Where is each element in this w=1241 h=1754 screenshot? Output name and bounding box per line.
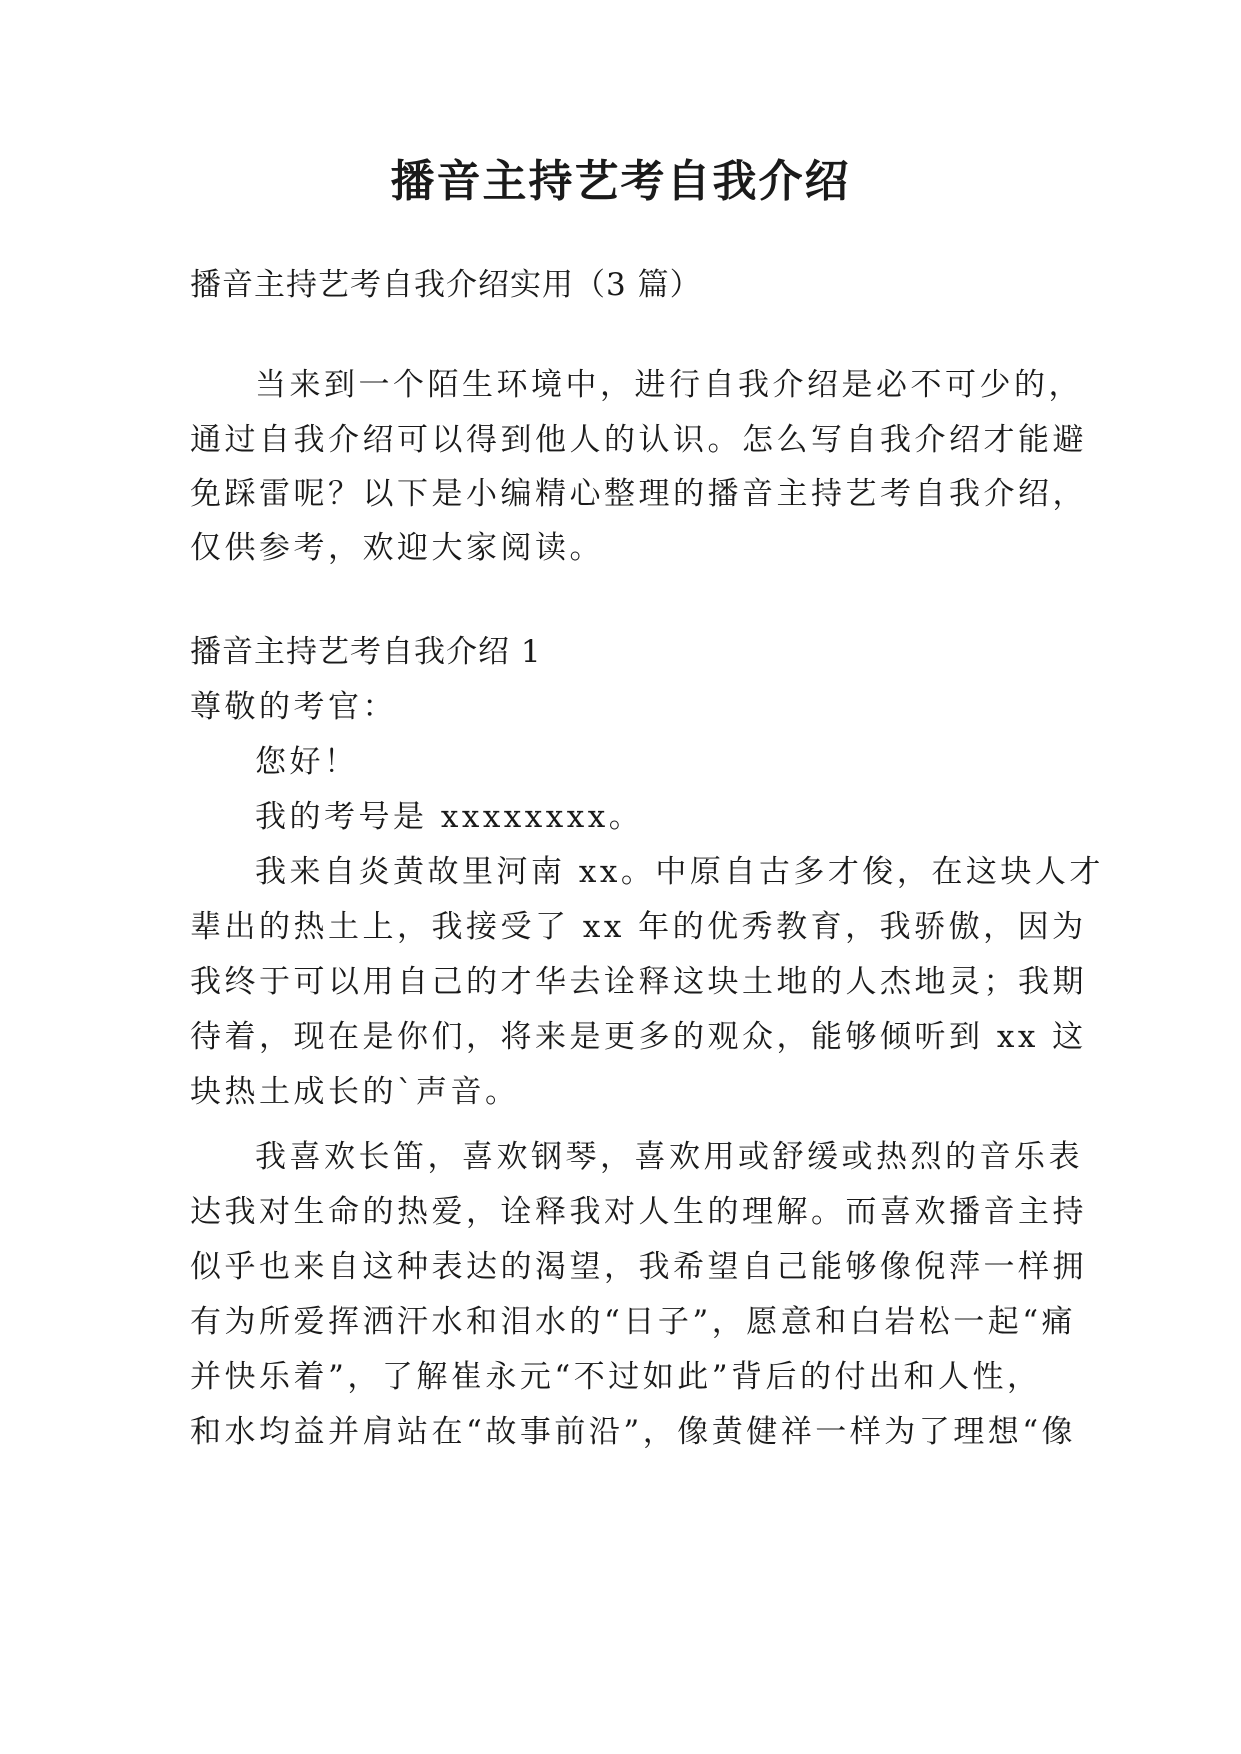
- exam-number-line: 我的考号是 xxxxxxxx。: [255, 799, 644, 835]
- paragraph-line: 似乎也来自这种表达的渴望，我希望自己能够像倪萍一样拥: [190, 1249, 1087, 1285]
- intro-line: 通过自我介绍可以得到他人的认识。怎么写自我介绍才能避: [190, 422, 1087, 458]
- paragraph-line: 辈出的热土上，我接受了 xx 年的优秀教育，我骄傲，因为: [190, 909, 1087, 945]
- paragraph-line: 我终于可以用自己的才华去诠释这块土地的人杰地灵；我期: [190, 964, 1087, 1000]
- paragraph-line: 待着，现在是你们，将来是更多的观众，能够倾听到 xx 这: [190, 1019, 1087, 1055]
- salutation: 尊敬的考官：: [190, 689, 397, 725]
- document-title: 播音主持艺考自我介绍: [390, 156, 851, 207]
- section-heading: 播音主持艺考自我介绍 1: [190, 634, 542, 670]
- document-subtitle: 播音主持艺考自我介绍实用（3 篇）: [190, 267, 702, 303]
- paragraph-line: 块热土成长的`声音。: [190, 1074, 520, 1110]
- intro-line: 当来到一个陌生环境中，进行自我介绍是必不可少的，: [255, 367, 1083, 403]
- greeting: 您好！: [255, 744, 359, 780]
- intro-line: 仅供参考，欢迎大家阅读。: [190, 530, 604, 566]
- paragraph-line: 我喜欢长笛，喜欢钢琴，喜欢用或舒缓或热烈的音乐表: [255, 1139, 1083, 1175]
- paragraph-line: 有为所爱挥洒汗水和泪水的“日子”，愿意和白岩松一起“痛: [190, 1304, 1077, 1340]
- paragraph-line: 和水均益并肩站在“故事前沿”，像黄健祥一样为了理想“像: [190, 1414, 1077, 1450]
- paragraph-line: 我来自炎黄故里河南 xx。中原自古多才俊，在这块人才: [255, 854, 1104, 890]
- intro-line: 免踩雷呢？以下是小编精心整理的播音主持艺考自我介绍，: [190, 476, 1087, 512]
- paragraph-line: 达我对生命的热爱，诠释我对人生的理解。而喜欢播音主持: [190, 1194, 1087, 1230]
- paragraph-line: 并快乐着”，了解崔永元“不过如此”背后的付出和人性，: [190, 1359, 1042, 1395]
